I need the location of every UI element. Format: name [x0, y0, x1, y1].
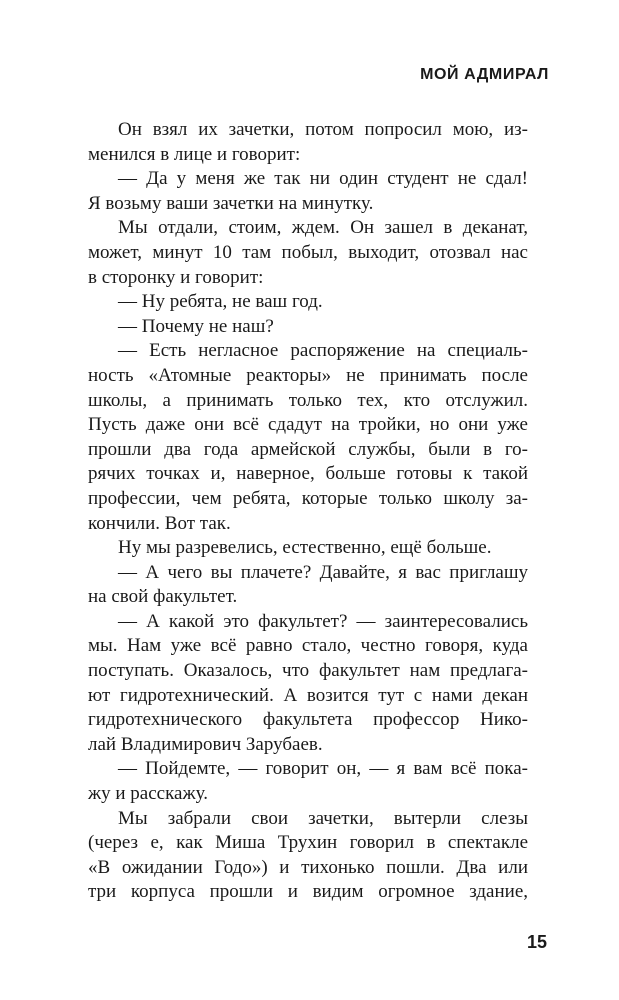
- text-line: Он взял их зачетки, потом попросил мою, из-: [118, 119, 528, 140]
- text-line: — Пойдемте, — говорит он, — я вам всё пока-: [118, 758, 528, 780]
- text-line: Ну мы разревелись, естественно, ещё больше.: [118, 537, 492, 559]
- text-line: школы, а принимать только тех, кто отслужил.: [88, 389, 528, 411]
- text-line: — Да у меня же так ни один студент не сдал!: [118, 168, 528, 190]
- text-line: поступать. Оказалось, что факультет нам предлага-: [88, 660, 528, 682]
- text-line: профессии, чем ребята, которые только школу за-: [88, 487, 528, 509]
- text-line: кончили. Вот так.: [88, 512, 231, 534]
- text-line: прошли два года армейской службы, были в го-: [88, 438, 528, 460]
- text-line: (через е, как Миша Трухин говорил в спектакле: [88, 832, 528, 854]
- text-line: Мы отдали, стоим, ждем. Он зашел в деканат,: [118, 217, 528, 239]
- text-line: ют гидротехнический. А возится тут с нами декан: [88, 684, 528, 706]
- text-line: в сторонку и говорит:: [88, 266, 264, 288]
- text-line: — А чего вы плачете? Давайте, я вас приглашу: [118, 561, 528, 583]
- text-line: три корпуса прошли и видим огромное здание,: [88, 881, 528, 903]
- text-line: ность «Атомные реакторы» не принимать после: [88, 364, 528, 386]
- text-line: Пусть даже они всё сдадут на тройки, но они уже: [88, 414, 528, 436]
- text-line: — А какой это факультет? — заинтересовались: [118, 610, 528, 632]
- text-line: — Почему не наш?: [118, 315, 274, 337]
- text-line: гидротехнического факультета профессор Нико-: [88, 709, 528, 731]
- text-line: жу и расскажу.: [88, 783, 208, 805]
- page-number: 15: [526, 932, 547, 952]
- body-text: [88, 118, 528, 905]
- running-head: МОЙ АДМИРАЛ: [420, 66, 549, 83]
- text-line: — Ну ребята, не ваш год.: [118, 291, 323, 313]
- text-line: может, минут 10 там побыл, выходит, отозвал нас: [88, 241, 528, 263]
- text-line: менился в лице и говорит:: [88, 143, 301, 165]
- text-line: Мы забрали свои зачетки, вытерли слезы: [118, 807, 528, 829]
- text-line: «В ожидании Годо») и тихонько пошли. Два или: [88, 856, 528, 878]
- text-line: Я возьму ваши зачетки на минутку.: [88, 192, 374, 214]
- text-line: — Есть негласное распоряжение на специаль-: [118, 340, 528, 362]
- text-line: рячих точках и, наверное, больше готовы к такой: [88, 463, 528, 485]
- text-line: лай Владимирович Зарубаев.: [88, 733, 323, 755]
- text-line: на свой факультет.: [88, 586, 238, 608]
- text-line: мы. Нам уже всё равно стало, честно говоря, куда: [88, 635, 528, 657]
